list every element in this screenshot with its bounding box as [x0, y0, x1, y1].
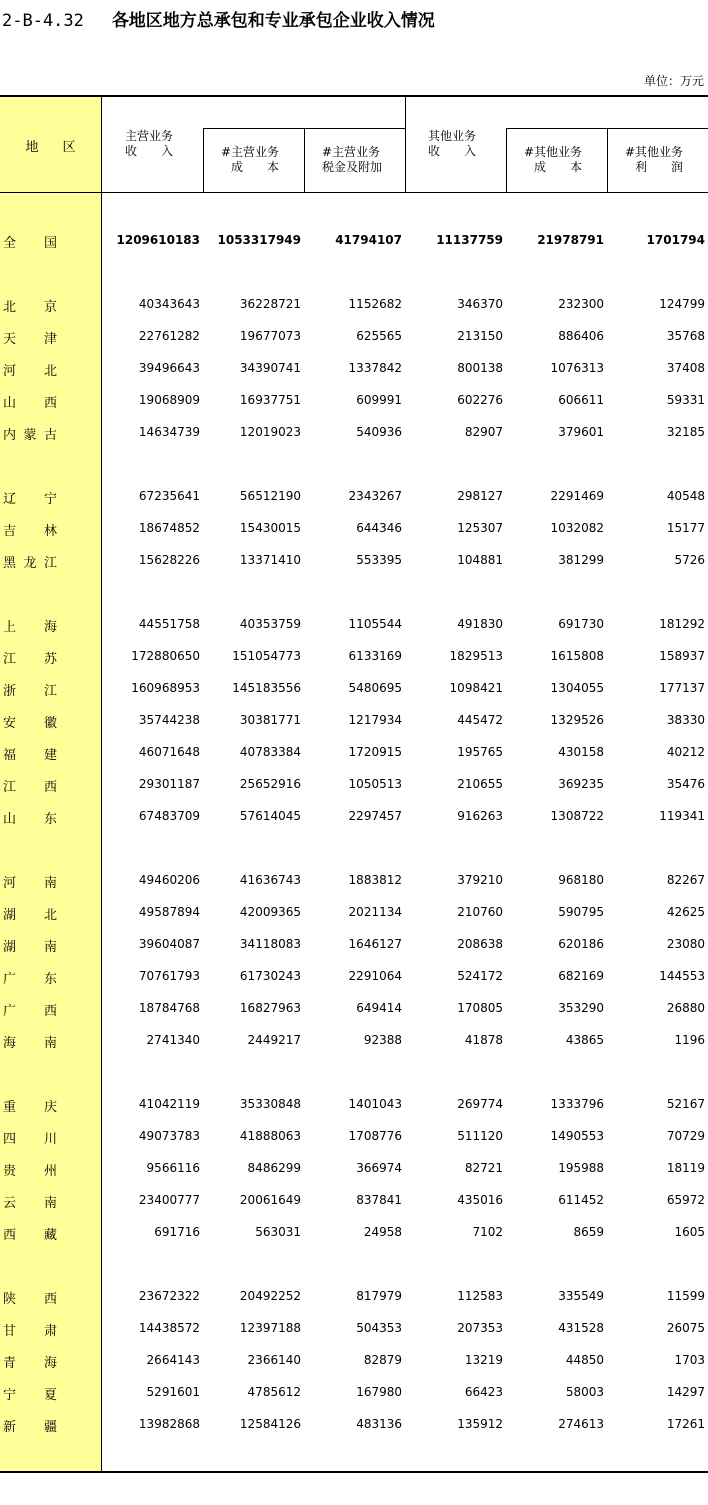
region-name: 广 西: [3, 1004, 57, 1019]
value-cell: 1152682: [348, 297, 402, 311]
table-row: [0, 1088, 708, 1120]
table-row: [0, 1280, 708, 1312]
value-cell: 430158: [558, 745, 604, 759]
value-cell: 1050513: [348, 777, 402, 791]
value-cell: 23672322: [138, 1289, 200, 1303]
region-name: 陕 西: [3, 1292, 57, 1307]
value-cell: 2343267: [348, 489, 402, 503]
value-cell: 167980: [356, 1385, 402, 1399]
page-title: [2, 6, 435, 31]
value-cell: 57614045: [239, 809, 301, 823]
table-row: [0, 608, 708, 640]
other-revenue-header: 其他业务 收 入: [428, 129, 477, 158]
main-revenue-header: 主营业务 收 入: [125, 129, 174, 158]
table-row: [0, 864, 708, 896]
table-row: [0, 288, 708, 320]
value-cell: 431528: [558, 1321, 604, 1335]
header-divider: [607, 128, 608, 192]
value-cell: 26075: [666, 1321, 705, 1335]
region-name: 甘 肃: [3, 1324, 57, 1339]
value-cell: 8659: [573, 1225, 604, 1239]
table-row: [0, 320, 708, 352]
value-cell: 298127: [457, 489, 503, 503]
value-cell: 38330: [666, 713, 705, 727]
value-cell: 25652916: [239, 777, 301, 791]
region-name: 新 疆: [3, 1420, 57, 1435]
value-cell: 2741340: [146, 1033, 200, 1047]
value-cell: 20061649: [239, 1193, 301, 1207]
header-bottom-rule: [0, 192, 708, 193]
value-cell: 119341: [659, 809, 705, 823]
value-cell: 563031: [255, 1225, 301, 1239]
value-cell: 606611: [558, 393, 604, 407]
value-cell: 18784768: [138, 1001, 200, 1015]
value-cell: 5726: [674, 553, 705, 567]
value-cell: 82879: [363, 1353, 402, 1367]
region-name: 山 东: [3, 812, 57, 827]
table-row: [0, 736, 708, 768]
value-cell: 104881: [457, 553, 503, 567]
value-cell: 1032082: [550, 521, 604, 535]
table-row: [0, 1216, 708, 1248]
value-cell: 14438572: [138, 1321, 200, 1335]
value-cell: 274613: [558, 1417, 604, 1431]
value-cell: 609991: [356, 393, 402, 407]
region-name: 西 藏: [3, 1228, 57, 1243]
value-cell: 379601: [558, 425, 604, 439]
table-row: [0, 1408, 708, 1440]
region-name: 浙 江: [3, 684, 57, 699]
value-cell: 1105544: [348, 617, 402, 631]
region-name: 宁 夏: [3, 1388, 57, 1403]
value-cell: 82267: [666, 873, 705, 887]
value-cell: 16937751: [239, 393, 301, 407]
value-cell: 58003: [565, 1385, 604, 1399]
value-cell: 1720915: [348, 745, 402, 759]
value-cell: 590795: [558, 905, 604, 919]
table-row: [0, 704, 708, 736]
other-profit-header: #其他业务 利 润: [625, 145, 684, 174]
table-title: 各地区地方总承包和专业承包企业收入情况: [111, 11, 435, 31]
value-cell: 553395: [356, 553, 402, 567]
value-cell: 335549: [558, 1289, 604, 1303]
table-row: [0, 640, 708, 672]
value-cell: 1217934: [348, 713, 402, 727]
value-cell: 2021134: [348, 905, 402, 919]
value-cell: 49587894: [138, 905, 200, 919]
region-name: 重 庆: [3, 1100, 57, 1115]
value-cell: 37408: [666, 361, 705, 375]
region-name: 云 南: [3, 1196, 57, 1211]
table-row: [0, 800, 708, 832]
total-row: [0, 224, 708, 256]
table-row: [0, 1024, 708, 1056]
value-cell: 435016: [457, 1193, 503, 1207]
value-cell: 195988: [558, 1161, 604, 1175]
value-cell: 7102: [472, 1225, 503, 1239]
value-cell: 504353: [356, 1321, 402, 1335]
value-cell: 19068909: [138, 393, 200, 407]
value-cell: 49073783: [138, 1129, 200, 1143]
table-row: [0, 672, 708, 704]
table-row: [0, 480, 708, 512]
value-cell: 44551758: [138, 617, 200, 631]
value-cell: 1490553: [550, 1129, 604, 1143]
value-cell: 15430015: [239, 521, 301, 535]
value-cell: 369235: [558, 777, 604, 791]
region-header: 地区: [25, 140, 100, 155]
region-name: 青 海: [3, 1356, 57, 1371]
value-cell: 210760: [457, 905, 503, 919]
region-name: 黑 龙 江: [3, 556, 57, 571]
value-cell: 46071648: [138, 745, 200, 759]
value-cell: 67483709: [138, 809, 200, 823]
value-cell: 1401043: [348, 1097, 402, 1111]
value-cell: 181292: [659, 617, 705, 631]
region-name: 福 建: [3, 748, 57, 763]
value-cell: 125307: [457, 521, 503, 535]
value-cell: 15177: [666, 521, 705, 535]
value-cell: 5480695: [348, 681, 402, 695]
value-cell: 56512190: [239, 489, 301, 503]
value-cell: 112583: [457, 1289, 503, 1303]
value-cell: 1701794: [646, 233, 705, 247]
value-cell: 22761282: [138, 329, 200, 343]
value-cell: 2291469: [550, 489, 604, 503]
region-name: 上 海: [3, 620, 57, 635]
value-cell: 1304055: [550, 681, 604, 695]
value-cell: 195765: [457, 745, 503, 759]
value-cell: 11599: [666, 1289, 705, 1303]
value-cell: 1329526: [550, 713, 604, 727]
header-divider: [304, 128, 305, 192]
value-cell: 11137759: [436, 233, 503, 247]
value-cell: 2449217: [247, 1033, 301, 1047]
value-cell: 26880: [666, 1001, 705, 1015]
value-cell: 210655: [457, 777, 503, 791]
value-cell: 2366140: [247, 1353, 301, 1367]
value-cell: 32185: [666, 425, 705, 439]
value-cell: 9566116: [146, 1161, 200, 1175]
table-row: [0, 1184, 708, 1216]
value-cell: 611452: [558, 1193, 604, 1207]
value-cell: 1605: [674, 1225, 705, 1239]
group-divider: [405, 97, 406, 192]
value-cell: 124799: [659, 297, 705, 311]
value-cell: 13371410: [239, 553, 301, 567]
value-cell: 208638: [457, 937, 503, 951]
table-top-rule: [0, 95, 708, 97]
table-row: [0, 1120, 708, 1152]
value-cell: 39496643: [138, 361, 200, 375]
value-cell: 70761793: [138, 969, 200, 983]
region-name: 江 苏: [3, 652, 57, 667]
region-name: 广 东: [3, 972, 57, 987]
value-cell: 151054773: [232, 649, 301, 663]
value-cell: 65972: [666, 1193, 705, 1207]
table-row: [0, 896, 708, 928]
table-row: [0, 1312, 708, 1344]
region-name: 吉 林: [3, 524, 57, 539]
value-cell: 649414: [356, 1001, 402, 1015]
value-cell: 837841: [356, 1193, 402, 1207]
value-cell: 353290: [558, 1001, 604, 1015]
region-name: 湖 北: [3, 908, 57, 923]
value-cell: 483136: [356, 1417, 402, 1431]
value-cell: 682169: [558, 969, 604, 983]
value-cell: 1708776: [348, 1129, 402, 1143]
value-cell: 8486299: [247, 1161, 301, 1175]
value-cell: 817979: [356, 1289, 402, 1303]
region-name: 辽 宁: [3, 492, 57, 507]
value-cell: 59331: [666, 393, 705, 407]
value-cell: 67235641: [138, 489, 200, 503]
value-cell: 886406: [558, 329, 604, 343]
value-cell: 19677073: [239, 329, 301, 343]
value-cell: 42625: [666, 905, 705, 919]
value-cell: 30381771: [239, 713, 301, 727]
value-cell: 491830: [457, 617, 503, 631]
value-cell: 135912: [457, 1417, 503, 1431]
value-cell: 34390741: [239, 361, 301, 375]
value-cell: 12019023: [239, 425, 301, 439]
value-cell: 158937: [659, 649, 705, 663]
table-row: [0, 1376, 708, 1408]
unit-label: 单位：万元: [643, 74, 704, 88]
value-cell: 1053317949: [217, 233, 301, 247]
value-cell: 14634739: [138, 425, 200, 439]
value-cell: 691716: [154, 1225, 200, 1239]
value-cell: 12397188: [239, 1321, 301, 1335]
value-cell: 1209610183: [116, 233, 200, 247]
table-row: [0, 544, 708, 576]
value-cell: 41878: [464, 1033, 503, 1047]
value-cell: 213150: [457, 329, 503, 343]
value-cell: 1829513: [449, 649, 503, 663]
table-code: 2-B-4.32: [2, 11, 84, 31]
value-cell: 177137: [659, 681, 705, 695]
table-row: [0, 960, 708, 992]
table-row: [0, 768, 708, 800]
value-cell: 35476: [666, 777, 705, 791]
other-cost-header: #其他业务 成 本: [524, 145, 583, 174]
value-cell: 602276: [457, 393, 503, 407]
value-cell: 346370: [457, 297, 503, 311]
value-cell: 620186: [558, 937, 604, 951]
value-cell: 40343643: [138, 297, 200, 311]
region-name: 山 西: [3, 396, 57, 411]
region-name: 河 南: [3, 876, 57, 891]
value-cell: 379210: [457, 873, 503, 887]
value-cell: 524172: [457, 969, 503, 983]
value-cell: 24958: [363, 1225, 402, 1239]
value-cell: 366974: [356, 1161, 402, 1175]
value-cell: 61730243: [239, 969, 301, 983]
table-row: [0, 416, 708, 448]
value-cell: 269774: [457, 1097, 503, 1111]
value-cell: 145183556: [232, 681, 301, 695]
value-cell: 21978791: [537, 233, 604, 247]
value-cell: 540936: [356, 425, 402, 439]
region-name: 海 南: [3, 1036, 57, 1051]
header-divider: [203, 128, 204, 192]
value-cell: 34118083: [239, 937, 301, 951]
region-name: 贵 州: [3, 1164, 57, 1179]
value-cell: 1337842: [348, 361, 402, 375]
value-cell: 44850: [565, 1353, 604, 1367]
value-cell: 92388: [363, 1033, 402, 1047]
table-row: [0, 928, 708, 960]
value-cell: 43865: [565, 1033, 604, 1047]
value-cell: 20492252: [239, 1289, 301, 1303]
value-cell: 644346: [356, 521, 402, 535]
region-name: 天 津: [3, 332, 57, 347]
value-cell: 1076313: [550, 361, 604, 375]
value-cell: 445472: [457, 713, 503, 727]
value-cell: 13219: [464, 1353, 503, 1367]
region-name: 湖 南: [3, 940, 57, 955]
value-cell: 2297457: [348, 809, 402, 823]
value-cell: 82907: [464, 425, 503, 439]
value-cell: 39604087: [138, 937, 200, 951]
value-cell: 16827963: [239, 1001, 301, 1015]
value-cell: 41636743: [239, 873, 301, 887]
value-cell: 35744238: [138, 713, 200, 727]
value-cell: 66423: [464, 1385, 503, 1399]
region-name: 内 蒙 古: [3, 428, 57, 443]
value-cell: 2291064: [348, 969, 402, 983]
value-cell: 691730: [558, 617, 604, 631]
region-name: 全 国: [3, 236, 57, 251]
value-cell: 144553: [659, 969, 705, 983]
table-row: [0, 384, 708, 416]
value-cell: 40548: [666, 489, 705, 503]
region-name: 江 西: [3, 780, 57, 795]
value-cell: 36228721: [239, 297, 301, 311]
value-cell: 511120: [457, 1129, 503, 1143]
value-cell: 916263: [457, 809, 503, 823]
value-cell: 23400777: [138, 1193, 200, 1207]
value-cell: 1196: [674, 1033, 705, 1047]
value-cell: 40212: [666, 745, 705, 759]
value-cell: 625565: [356, 329, 402, 343]
region-name: 四 川: [3, 1132, 57, 1147]
value-cell: 70729: [666, 1129, 705, 1143]
value-cell: 35330848: [239, 1097, 301, 1111]
value-cell: 170805: [457, 1001, 503, 1015]
value-cell: 1308722: [550, 809, 604, 823]
table-row: [0, 1152, 708, 1184]
value-cell: 42009365: [239, 905, 301, 919]
value-cell: 1646127: [348, 937, 402, 951]
value-cell: 52167: [666, 1097, 705, 1111]
value-cell: 1703: [674, 1353, 705, 1367]
value-cell: 207353: [457, 1321, 503, 1335]
value-cell: 41794107: [335, 233, 402, 247]
region-name: 安 徽: [3, 716, 57, 731]
value-cell: 968180: [558, 873, 604, 887]
value-cell: 13982868: [138, 1417, 200, 1431]
table-row: [0, 992, 708, 1024]
value-cell: 12584126: [239, 1417, 301, 1431]
value-cell: 40783384: [239, 745, 301, 759]
value-cell: 1333796: [550, 1097, 604, 1111]
value-cell: 1883812: [348, 873, 402, 887]
value-cell: 29301187: [138, 777, 200, 791]
region-name: 河 北: [3, 364, 57, 379]
value-cell: 40353759: [239, 617, 301, 631]
value-cell: 800138: [457, 361, 503, 375]
value-cell: 14297: [666, 1385, 705, 1399]
region-name: 北 京: [3, 300, 57, 315]
value-cell: 18674852: [138, 521, 200, 535]
value-cell: 381299: [558, 553, 604, 567]
value-cell: 41888063: [239, 1129, 301, 1143]
table-row: [0, 1344, 708, 1376]
value-cell: 49460206: [138, 873, 200, 887]
main-cost-header: #主营业务 成 本: [221, 145, 280, 174]
value-cell: 15628226: [138, 553, 200, 567]
value-cell: 1098421: [449, 681, 503, 695]
value-cell: 23080: [666, 937, 705, 951]
value-cell: 172880650: [131, 649, 200, 663]
value-cell: 17261: [666, 1417, 705, 1431]
value-cell: 35768: [666, 329, 705, 343]
main-tax-header: #主营业务 税金及附加: [322, 145, 383, 174]
table-bottom-rule: [0, 1471, 708, 1473]
header-divider: [506, 128, 507, 192]
value-cell: 82721: [464, 1161, 503, 1175]
table-row: [0, 512, 708, 544]
value-cell: 6133169: [348, 649, 402, 663]
table-row: [0, 352, 708, 384]
value-cell: 4785612: [247, 1385, 301, 1399]
value-cell: 18119: [666, 1161, 705, 1175]
value-cell: 160968953: [131, 681, 200, 695]
value-cell: 2664143: [146, 1353, 200, 1367]
value-cell: 41042119: [138, 1097, 200, 1111]
value-cell: 5291601: [146, 1385, 200, 1399]
value-cell: 232300: [558, 297, 604, 311]
value-cell: 1615808: [550, 649, 604, 663]
